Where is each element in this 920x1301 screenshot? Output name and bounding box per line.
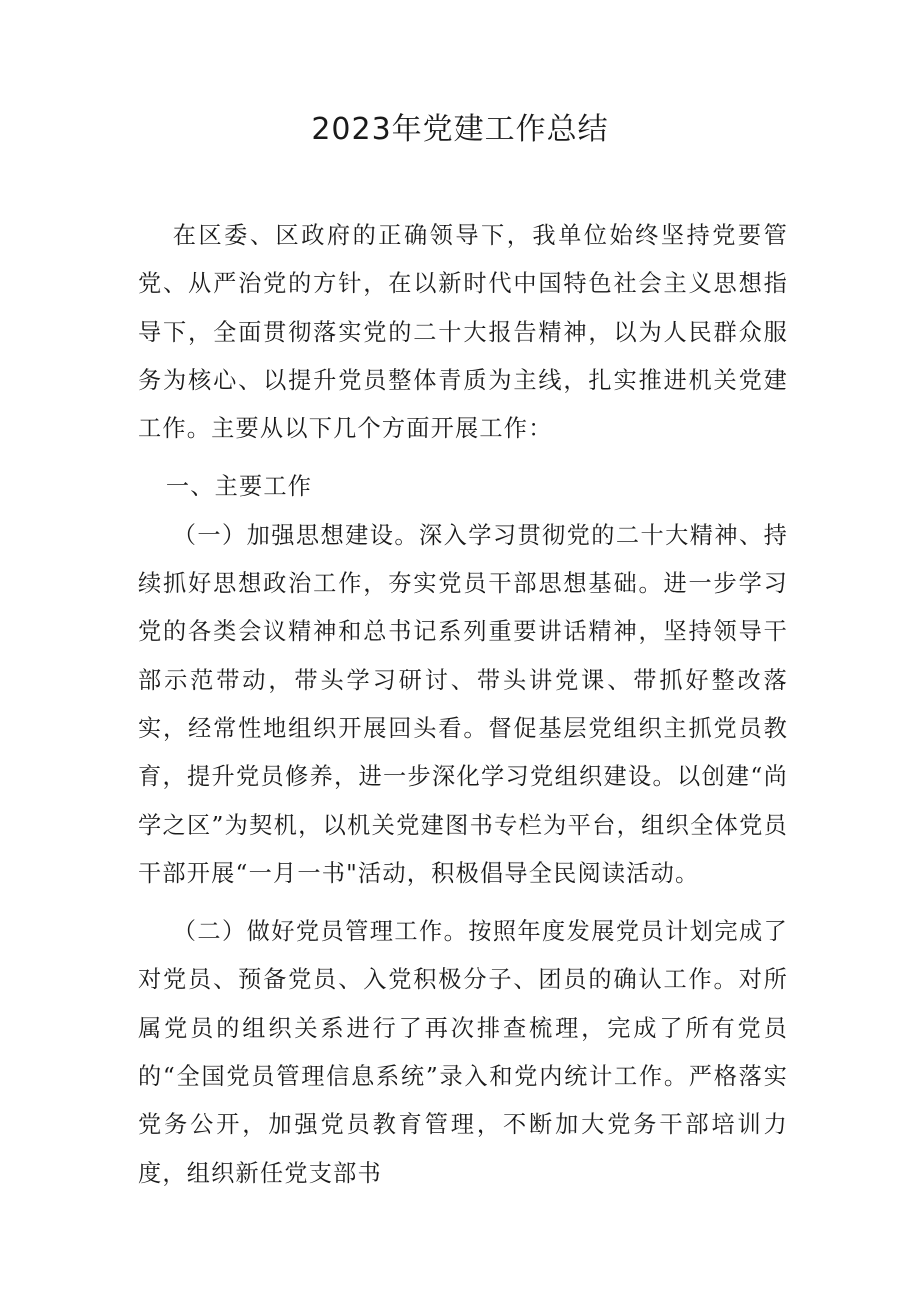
intro-paragraph: 在区委、区政府的正确领导下，我单位始终坚持党要管党、从严治党的方针，在以新时代中国特色社会主义思想指导下，全面贯彻落实党的二十大报告精神，以为人民群众服务为核心、以提升党员整体青质为主线，扎实推进机关党建工作。主要从以下几个方面开展工作： (138, 222, 788, 443)
item-paragraph-ideology: （一）加强思想建设。深入学习贯彻党的二十大精神、持续抓好思想政治工作，夯实党员干部思想基础。进一步学习党的各类会议精神和总书记系列重要讲话精神，坚持领导干部示范带动，带头学习研讨、带头讲党课、带抓好整改落实，经常性地组织开展回头看。督促基层党组织主抓党员教育，提升党员修养，进一步深化学习党组织建设。以创建“尚学之区”为契机，以机关党建图书专栏为平台，组织全体党员干部开展“一月一书"活动，积极倡导全民阅读活动。 (138, 521, 788, 887)
section-heading-main-work: 一、主要工作 (165, 473, 313, 501)
document-title: 2023年党建工作总结 (311, 112, 609, 147)
item-paragraph-member-management: （二）做好党员管理工作。按照年度发展党员计划完成了对党员、预备党员、入党积极分子、团员的确认工作。对所属党员的组织关系进行了再次排查梳理，完成了所有党员的“全国党员管理信息系统”录入和党内统计工作。严格落实党务公开，加强党员教育管理，不断加大党务干部培训力度，组织新任党支部书 (138, 918, 788, 1187)
document-body (138, 212, 788, 1198)
